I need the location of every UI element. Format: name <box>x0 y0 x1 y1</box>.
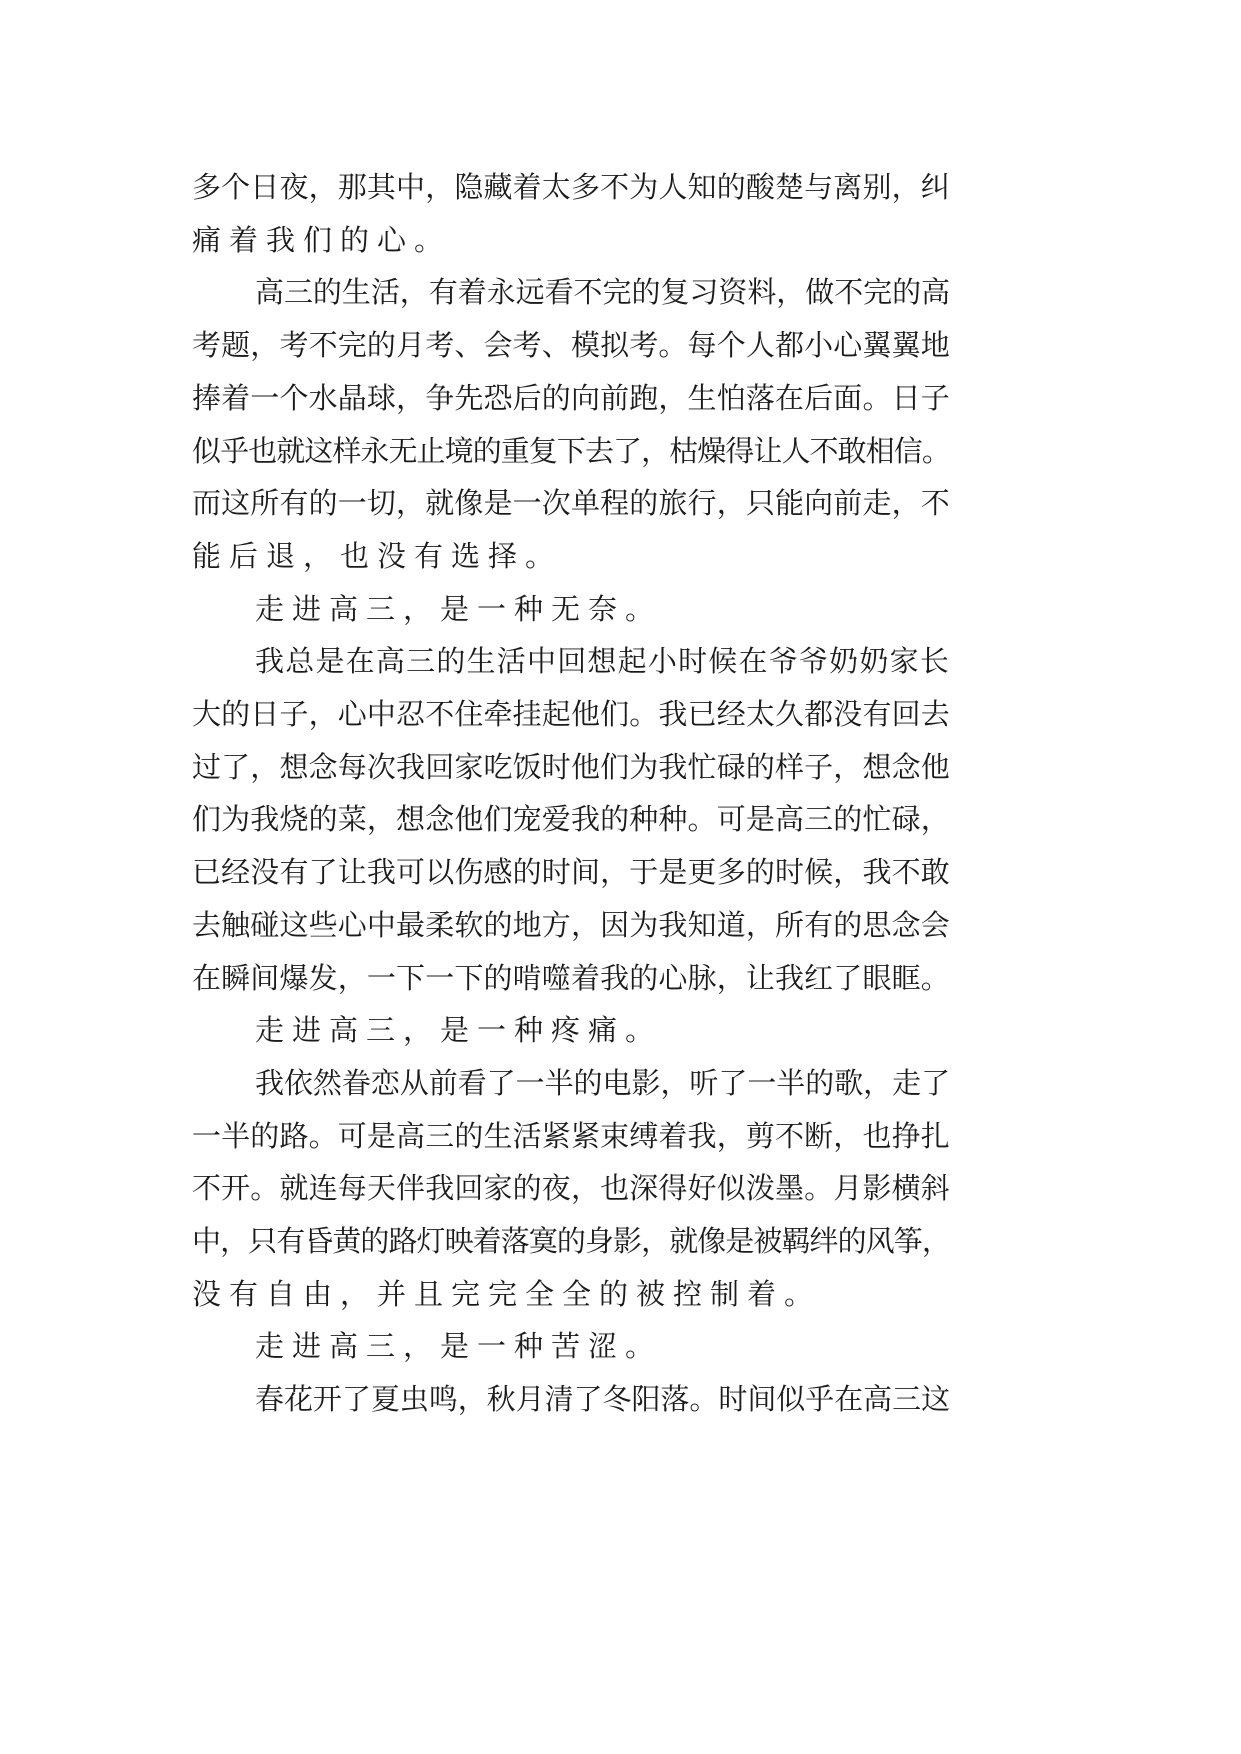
text-line: 中，只有昏黄的路灯映着落寞的身影，就像是被羁绊的风筝， <box>192 1224 950 1258</box>
text-line: 痛着我们的心。 <box>192 222 452 257</box>
text-line: 走进高三，是一种疼痛。 <box>255 1013 663 1048</box>
text-line: 过了，想念每次我回家吃饭时他们为我忙碌的样子，想念他 <box>192 749 950 784</box>
text-line: 去触碰这些心中最柔软的地方，因为我知道，所有的思念会 <box>192 907 950 942</box>
text-line: 已经没有了让我可以伤感的时间，于是更多的时候，我不敢 <box>192 855 950 890</box>
text-line: 而这所有的一切，就像是一次单程的旅行，只能向前走，不 <box>192 486 950 521</box>
text-line: 考题，考不完的月考、会考、模拟考。每个人都小心翼翼地 <box>192 328 950 363</box>
text-line: 不开。就连每天伴我回家的夜，也深得好似泼墨。月影横斜 <box>192 1171 950 1206</box>
text-line: 没有自由，并且完完全全的被控制着。 <box>192 1276 822 1311</box>
text-line: 走进高三，是一种苦涩。 <box>255 1329 663 1364</box>
text-line: 我总是在高三的生活中回想起小时候在爷爷奶奶家长 <box>255 644 951 679</box>
text-line: 大的日子，心中忍不住牵挂起他们。我已经太久都没有回去 <box>192 697 950 731</box>
text-line: 能后退，也没有选择。 <box>192 538 563 573</box>
text-line: 我依然眷恋从前看了一半的电影，听了一半的歌，走了 <box>255 1065 951 1100</box>
text-line: 高三的生活，有着永远看不完的复习资料，做不完的高 <box>255 275 951 310</box>
text-line: 春花开了夏虫鸣，秋月清了冬阳落。时间似乎在高三这 <box>255 1382 951 1417</box>
text-line: 捧着一个水晶球，争先恐后的向前跑，生怕落在后面。日子 <box>192 380 950 415</box>
text-line: 似乎也就这样永无止境的重复下去了，枯燥得让人不敢相信。 <box>192 433 950 468</box>
text-line: 多个日夜，那其中，隐藏着太多不为人知的酸楚与离别，纠 <box>192 170 950 204</box>
text-line: 们为我烧的菜，想念他们宠爱我的种种。可是高三的忙碌， <box>192 802 950 837</box>
text-line: 在瞬间爆发，一下一下的啃噬着我的心脉，让我红了眼眶。 <box>192 960 950 995</box>
text-line: 一半的路。可是高三的生活紧紧束缚着我，剪不断，也挣扎 <box>192 1118 950 1153</box>
text-line: 走进高三，是一种无奈。 <box>255 591 663 626</box>
